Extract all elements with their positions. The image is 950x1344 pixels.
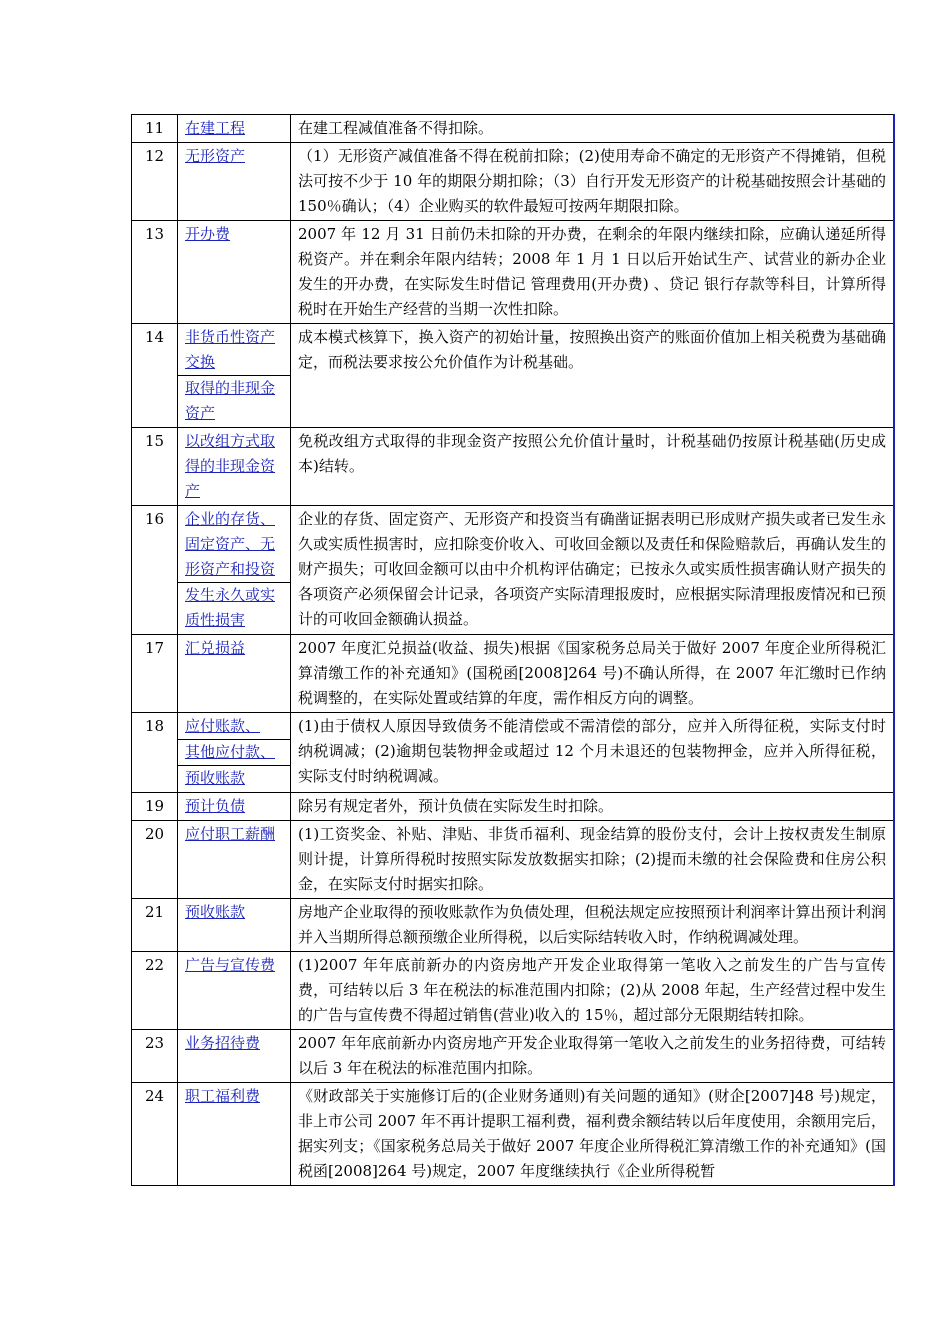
item-link[interactable]: 非货币性资产交换 [185,328,276,371]
row-number: 22 [132,952,178,1030]
item-link[interactable]: 企业的存货、固定资产、无形资产和投资 [185,510,276,578]
item-link[interactable]: 预收账款 [185,769,246,787]
table-row [132,821,895,899]
table-row [132,1030,895,1083]
row-number: 23 [132,1030,178,1083]
item-link[interactable]: 在建工程 [185,119,246,137]
row-number: 13 [132,221,178,324]
table-row [132,324,895,428]
item-link[interactable]: 预收账款 [185,903,246,921]
item-cell [178,899,291,952]
item-cell [178,635,291,713]
item-cell [178,506,291,635]
description-cell: （1）无形资产减值准备不得在税前扣除；(2)使用寿命不确定的无形资产不得摊销，但税法可按不少于 10 年的期限分期扣除；（3）自行开发无形资产的计税基础按照会计基础的 150％确认；（4）企业购买的软件最短可按两年期限扣除。 [291,143,895,221]
item-link[interactable]: 应付账款、 [185,717,261,735]
row-number: 11 [132,115,178,143]
item-cell [178,143,291,221]
description-cell: 2007 年 12 月 31 日前仍未扣除的开办费，在剩余的年限内继续扣除，应确认递延所得税资产。并在剩余年限内结转；2008 年 1 月 1 日以后开始试生产、试营业的新办企业发生的开办费，在实际发生时借记 管理费用(开办费) 、贷记 银行存款等科目，计算所得税时在开始生产经营的当期一次性扣除。 [291,221,895,324]
item-cell [178,428,291,506]
tax-differences-table [131,114,895,1186]
table-row [132,428,895,506]
row-number: 24 [132,1083,178,1186]
description-cell: 2007 年度汇兑损益(收益、损失)根据《国家税务总局关于做好 2007 年度企业所得税汇算清缴工作的补充通知》(国税函[2008]264 号)不确认所得，在 2007 年汇缴时已作纳税调整的，在实际处置或结算的年度，需作相反方向的调整。 [291,635,895,713]
item-cell [178,713,291,793]
table-row [132,143,895,221]
table-row [132,899,895,952]
description-cell: 《财政部关于实施修订后的(企业财务通则)有关问题的通知》(财企[2007]48 号)规定，非上市公司 2007 年不再计提职工福利费，福利费余额结转以后年度使用，余额用完后，据实列支；《国家税务总局关于做好 2007 年度企业所得税汇算清缴工作的补充通知》(国税函[2008]264 号)规定，2007 年度继续执行《企业所得税暂 [291,1083,895,1186]
table-row [132,793,895,821]
description-cell: (1)由于债权人原因导致债务不能清偿或不需清偿的部分，应并入所得征税，实际支付时纳税调减；(2)逾期包装物押金或超过 12 个月未退还的包装物押金，应并入所得征税，实际支付时纳税调减。 [291,713,895,793]
item-link[interactable]: 无形资产 [185,147,246,165]
table-row [132,506,895,635]
item-link[interactable]: 职工福利费 [185,1087,261,1105]
row-number: 18 [132,713,178,793]
item-link[interactable]: 取得的非现金资产 [185,379,276,422]
item-cell [178,821,291,899]
item-link[interactable]: 业务招待费 [185,1034,261,1052]
row-number: 15 [132,428,178,506]
description-cell: 免税改组方式取得的非现金资产按照公允价值计量时，计税基础仍按原计税基础(历史成本)结转。 [291,428,895,506]
table-row [132,1083,895,1186]
table-row [132,115,895,143]
item-link[interactable]: 预计负债 [185,797,246,815]
description-cell: (1)2007 年年底前新办的内资房地产开发企业取得第一笔收入之前发生的广告与宣传费，可结转以后 3 年在税法的标准范围内扣除；(2)从 2008 年起，生产经营过程中发生的广告与宣传费不得超过销售(营业)收入的 15％，超过部分无限期结转扣除。 [291,952,895,1030]
item-link[interactable]: 应付职工薪酬 [185,825,276,843]
table-row [132,635,895,713]
row-number: 21 [132,899,178,952]
item-cell [178,952,291,1030]
row-number: 20 [132,821,178,899]
item-cell [178,115,291,143]
row-number: 17 [132,635,178,713]
item-link[interactable]: 广告与宣传费 [185,956,276,974]
description-cell: (1)工资奖金、补贴、津贴、非货币福利、现金结算的股份支付，会计上按权责发生制原则计提，计算所得税时按照实际发放数据实扣除；(2)提而未缴的社会保险费和住房公积金，在实际支付时据实扣除。 [291,821,895,899]
item-link[interactable]: 开办费 [185,225,231,243]
item-link[interactable]: 以改组方式取得的非现金资产 [185,432,276,500]
table-row [132,952,895,1030]
item-cell [178,221,291,324]
description-cell: 在建工程减值准备不得扣除。 [291,115,895,143]
item-link[interactable]: 汇兑损益 [185,639,246,657]
row-number: 16 [132,506,178,635]
description-cell: 2007 年年底前新办内资房地产开发企业取得第一笔收入之前发生的业务招待费，可结转以后 3 年在税法的标准范围内扣除。 [291,1030,895,1083]
row-number: 12 [132,143,178,221]
description-cell: 除另有规定者外，预计负债在实际发生时扣除。 [291,793,895,821]
item-link[interactable]: 其他应付款、 [185,743,276,761]
item-cell [178,1030,291,1083]
item-cell [178,324,291,428]
item-link[interactable]: 发生永久或实质性损害 [185,586,276,629]
table-row [132,221,895,324]
item-cell [178,1083,291,1186]
row-number: 14 [132,324,178,428]
item-cell [178,793,291,821]
description-cell: 房地产企业取得的预收账款作为负债处理，但税法规定应按照预计利润率计算出预计利润并入当期所得总额预缴企业所得税，以后实际结转收入时，作纳税调减处理。 [291,899,895,952]
table-body [132,115,895,1186]
description-cell: 成本模式核算下，换入资产的初始计量，按照换出资产的账面价值加上相关税费为基础确定，而税法要求按公允价值作为计税基础。 [291,324,895,428]
table-row [132,713,895,793]
description-cell: 企业的存货、固定资产、无形资产和投资当有确凿证据表明已形成财产损失或者已发生永久或实质性损害时，应扣除变价收入、可收回金额以及责任和保险赔款后，再确认发生的财产损失；可收回金额可以由中介机构评估确定；已按永久或实质性损害确认财产损失的各项资产必须保留会计记录，各项资产实际清理报废时，应根据实际清理报废情况和已预计的可收回金额确认损益。 [291,506,895,635]
row-number: 19 [132,793,178,821]
